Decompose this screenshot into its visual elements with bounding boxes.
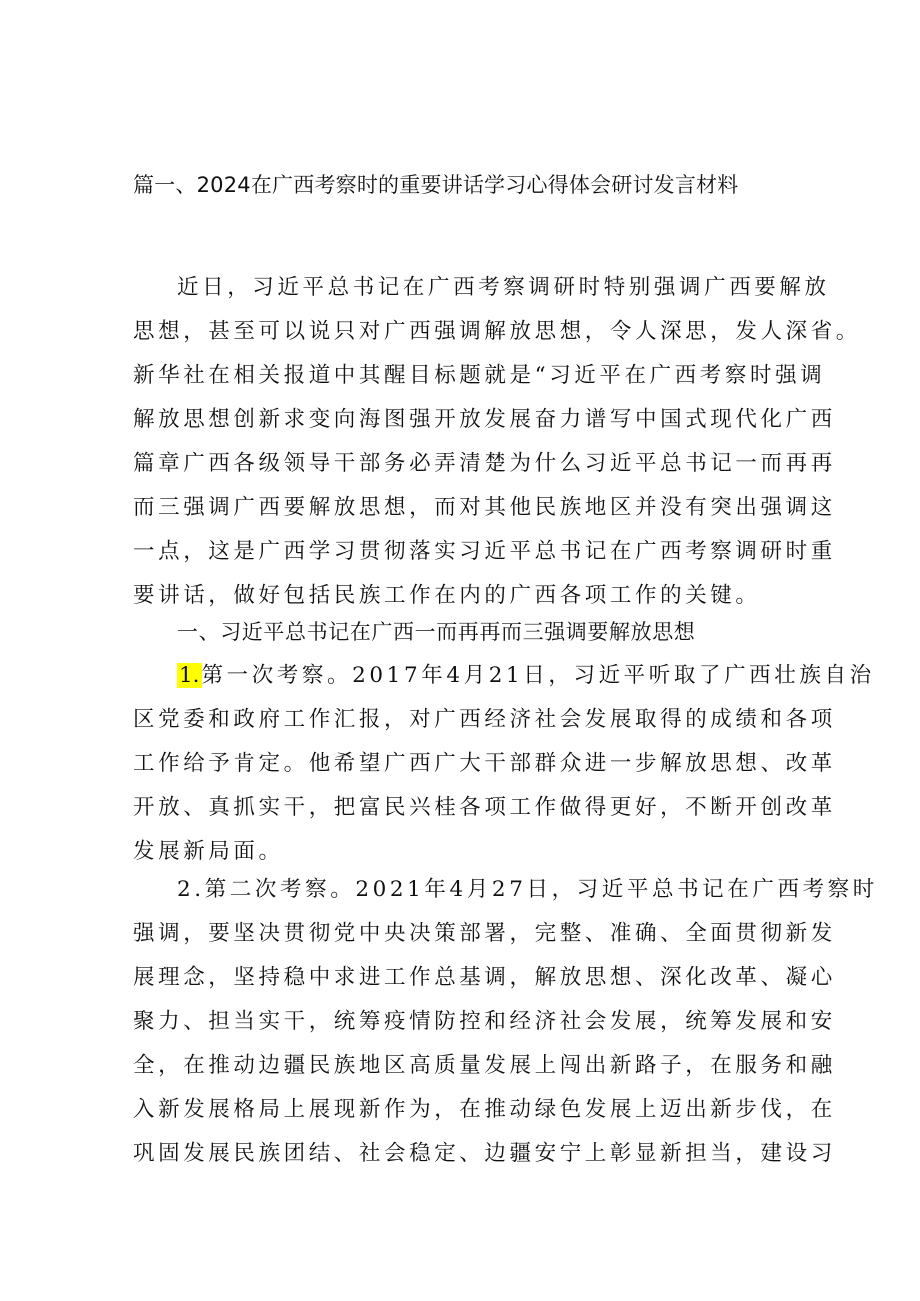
item-1-line: 开放、真抓实干，把富民兴桂各项工作做得更好，不断开创改革: [133, 795, 836, 820]
intro-line: 思想，甚至可以说只对广西强调解放思想，令人深思，发人深省。: [133, 319, 861, 344]
item-2-line: 强调，要坚决贯彻党中央决策部署，完整、准确、全面贯彻新发: [133, 921, 836, 946]
section-heading-block: [133, 610, 797, 654]
item-1-line: 区党委和政府工作汇报，对广西经济社会发展取得的成绩和各项: [133, 707, 836, 732]
item-2-line: 聚力、担当实干，统筹疫情防控和经济社会发展，统筹发展和安: [133, 1009, 836, 1034]
intro-line: 解放思想创新求变向海图强开放发展奋力谱写中国式现代化广西: [133, 407, 836, 432]
item-2-line: 2.第二次考察。2021年4月27日，习近平总书记在广西考察时: [177, 877, 878, 902]
section-heading: 一、习近平总书记在广西一而再再而三强调要解放思想: [177, 620, 696, 644]
intro-line: 新华社在相关报道中其醒目标题就是“习近平在广西考察时强调: [133, 363, 826, 388]
intro-line: 篇章广西各级领导干部务必弄清楚为什么习近平总书记一而再再: [133, 451, 836, 476]
intro-paragraph: [133, 266, 861, 618]
item-1-first-line: [133, 654, 875, 698]
item-2-line: 入新发展格局上展现新作为，在推动绿色发展上迈出新步伐，在: [133, 1097, 836, 1122]
document-title: 篇一、2024在广西考察时的重要讲话学习心得体会研讨发言材料: [133, 173, 739, 197]
item-2-line: 巩固发展民族团结、社会稳定、边疆安宁上彰显新担当，建设习: [133, 1141, 836, 1166]
item-1-line: 工作给予肯定。他希望广西广大干部群众进一步解放思想、改革: [133, 751, 836, 776]
intro-line: 一点，这是广西学习贯彻落实习近平总书记在广西考察调研时重: [133, 539, 836, 564]
intro-line: 而三强调广西要解放思想，而对其他民族地区并没有突出强调这: [133, 495, 836, 520]
item-1-paragraph: [133, 654, 875, 874]
item-2-line: 全，在推动边疆民族地区高质量发展上闯出新路子，在服务和融: [133, 1053, 836, 1078]
item-1-first-line-text: 第一次考察。2017年4月21日，习近平听取了广西壮族自治: [201, 663, 875, 688]
item-2-line: 展理念，坚持稳中求进工作总基调，解放思想、深化改革、凝心: [133, 965, 836, 990]
item-1-line: 发展新局面。: [133, 839, 284, 864]
item-2-paragraph: [133, 868, 878, 1176]
item-1-number-highlight: 1.: [179, 663, 200, 688]
intro-line: 要讲话，做好包括民族工作在内的广西各项工作的关键。: [133, 583, 761, 608]
intro-line: 近日，习近平总书记在广西考察调研时特别强调广西要解放: [177, 275, 830, 300]
